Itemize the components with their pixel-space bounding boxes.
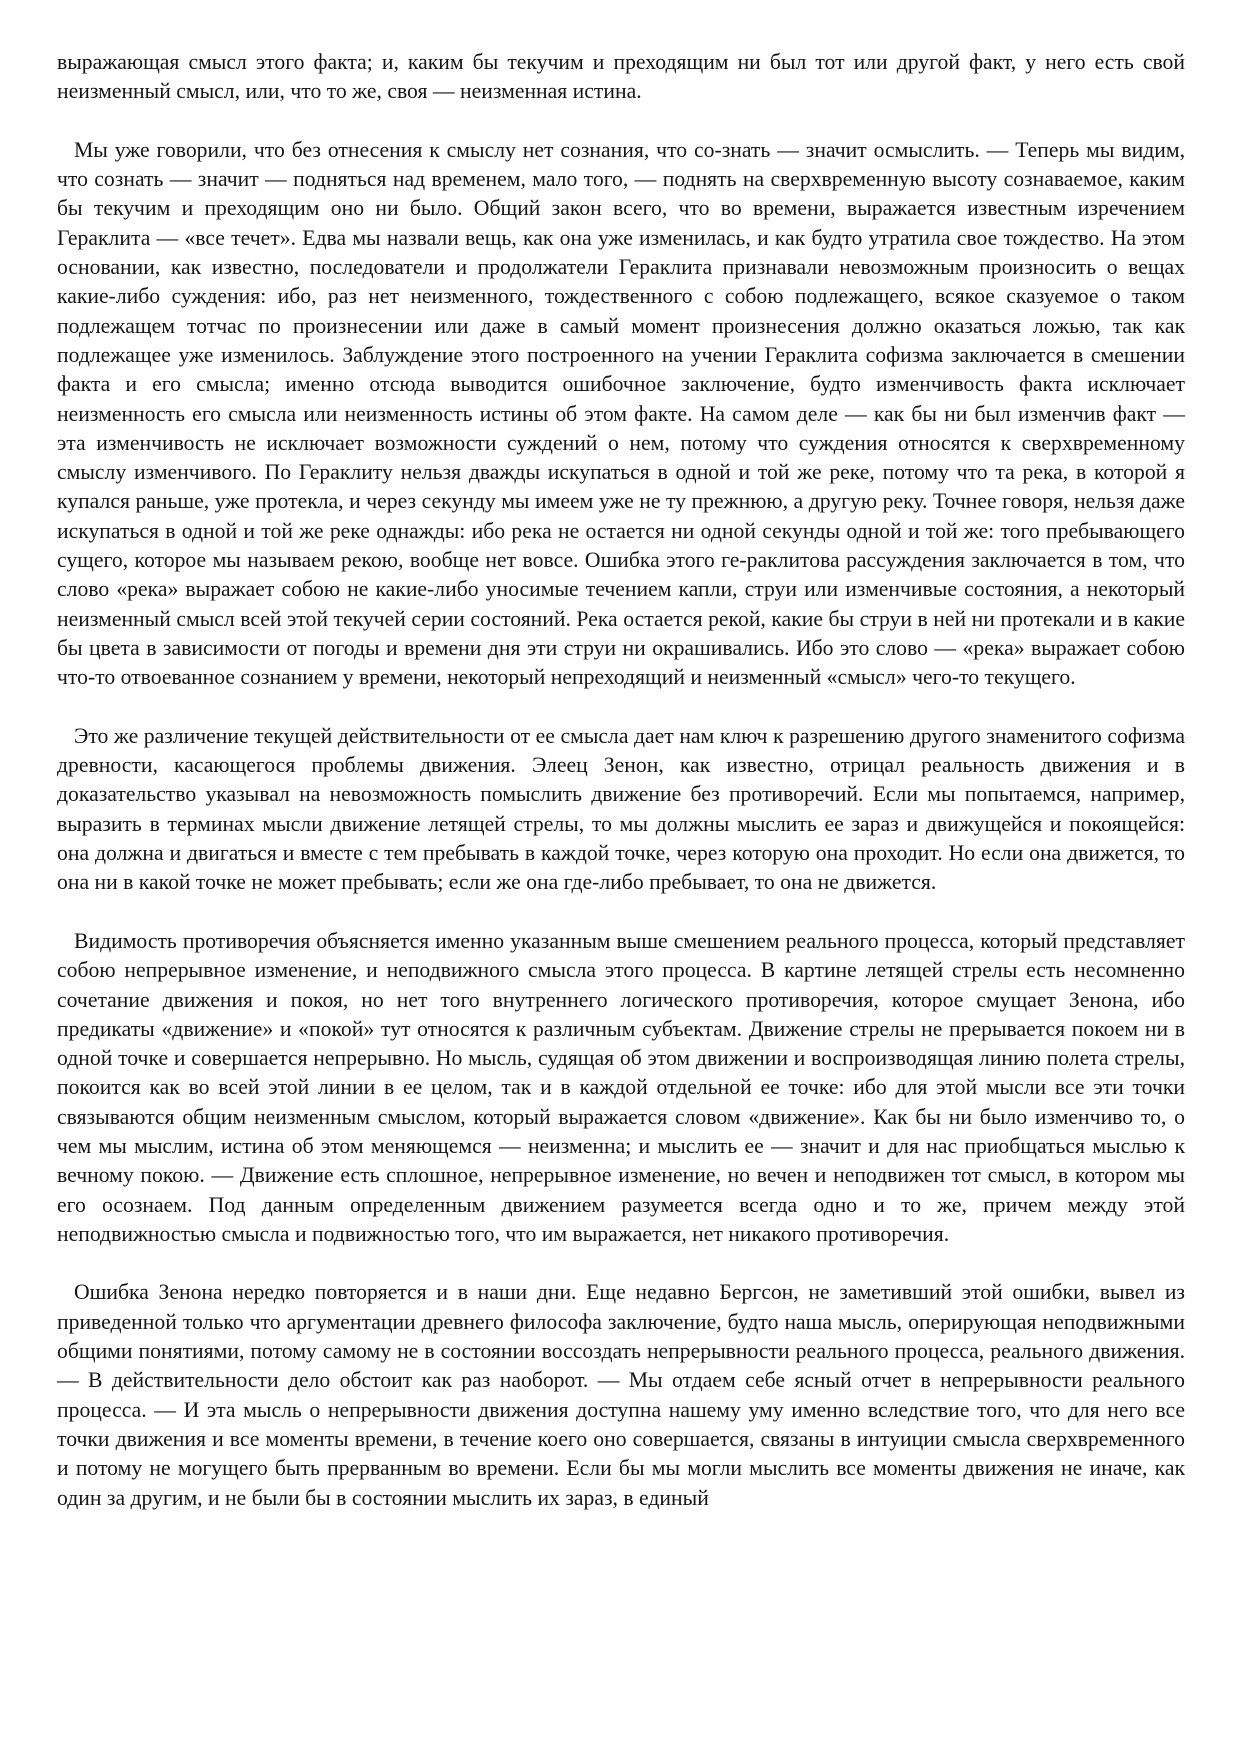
paragraph-heraclitus: Мы уже говорили, что без отнесения к смыслу нет сознания, что со-знать — значит осмыслить. — Теперь мы видим, что сознать — значит — подняться над временем, мало того, — поднять на сверхвременную высоту сознаваемое, каким бы текучим и преходящим оно ни было. Общий закон всего, что во времени, выражается известным изречением Гераклита — «все течет». Едва мы назвали вещь, как она уже изменилась, и как будто утратила свое тождество. На этом основании, как известно, последователи и продолжатели Гераклита признавали невозможным произносить о вещах какие-либо суждения: ибо, раз нет неизменного, тождественного с собою подлежащего, всякое сказуемое о таком подлежащем тотчас по произнесении или даже в самый момент произнесения должно оказаться ложью, так как подлежащее уже изменилось. Заблуждение этого построенного на учении Гераклита софизма заключается в смешении факта и его смысла; именно отсюда выводится ошибочное заключение, будто изменчивость факта исключает неизменность его смысла или неизменность истины об этом факте. На самом деле — как бы ни был изменчив факт — эта изменчивость не исключает возможности суждений о нем, потому что суждения относятся к сверхвременному смыслу изменчивого. По Гераклиту нельзя дважды искупаться в одной и той же реке, потому что та река, в которой я купался раньше, уже протекла, и через секунду мы имеем уже не ту прежнюю, а другую реку. Точнее говоря, нельзя даже искупаться в одной и той же реке однажды: ибо река не остается ни одной секунды одной и той же: того пребывающего сущего, которое мы называем рекою, вообще нет вовсе. Ошибка этого ге-раклитова рассуждения заключается в том, что слово «река» выражает собою не какие-либо уносимые течением капли, струи или изменчивые состояния, а некоторый неизменный смысл всей этой текучей серии состояний. Река остается рекой, какие бы струи в ней ни протекали и в какие бы цвета в зависимости от погоды и времени дня эти струи ни окрашивались. Ибо это слово — «река» выражает собою что-то отвоеванное сознанием у времени, некоторый непреходящий и неизменный «смысл» чего-то текущего.: [57, 137, 1185, 690]
paragraph-continuation: выражающая смысл этого факта; и, каким бы текучим и преходящим ни был тот или другой факт, у него есть свой неизменный смысл, или, что то же, своя — неизменная истина.: [57, 50, 1185, 104]
document-page: [57, 48, 1185, 1513]
paragraph-zeno-paradox: Это же различение текущей действительности от ее смысла дает нам ключ к разрешению другого знаменитого софизма древности, касающегося проблемы движения. Элеец Зенон, как известно, отрицал реальность движения и в доказательство указывал на невозможность помыслить движение без противоречий. Если мы попытаемся, например, выразить в терминах мысли движение летящей стрелы, то мы должны мыслить ее зараз и движущейся и покоящейся: она должна и двигаться и вместе с тем пребывать в каждой точке, через которую она проходит. Но если она движется, то она ни в какой точке не может пребывать; если же она где-либо пребывает, то она не движется.: [57, 723, 1185, 895]
paragraph-contradiction: Видимость противоречия объясняется именно указанным выше смешением реального процесса, который представляет собою непрерывное изменение, и неподвижного смысла этого процесса. В картине летящей стрелы есть несомненно сочетание движения и покоя, но нет того внутреннего логического противоречия, которое смущает Зенона, ибо предикаты «движение» и «покой» тут относятся к различным субъектам. Движение стрелы не прерывается покоем ни в одной точке и совершается непрерывно. Но мысль, судящая об этом движении и воспроизводящая линию полета стрелы, покоится как во всей этой линии в ее целом, так и в каждой отдельной ее точке: ибо для этой мысли все эти точки связываются общим неизменным смыслом, который выражается словом «движение». Как бы ни было изменчиво то, о чем мы мыслим, истина об этом меняющемся — неизменна; и мыслить ее — значит и для нас приобщаться мыслью к вечному покою. — Движение есть сплошное, непрерывное изменение, но вечен и неподвижен тот смысл, в котором мы его осознаем. Под данным определенным движением разумеется всегда одно и то же, причем между этой неподвижностью смысла и подвижностью того, что им выражается, нет никакого противоречия.: [57, 928, 1185, 1246]
paragraph-bergson: Ошибка Зенона нередко повторяется и в наши дни. Еще недавно Бергсон, не заметивший этой ошибки, вывел из приведенной только что аргументации древнего философа заключение, будто наша мысль, оперирующая неподвижными общими понятиями, потому самому не в состоянии воссоздать непрерывности реального процесса, реального движения. — В действительности дело обстоит как раз наоборот. — Мы отдаем себе ясный отчет в непрерывности реального процесса. — И эта мысль о непрерывности движения доступна нашему уму именно вследствие того, что для него все точки движения и все моменты времени, в течение коего оно совершается, связаны в интуиции смысла сверхвременного и потому не могущего быть прерванным во времени. Если бы мы могли мыслить все моменты движения не иначе, как один за другим, и не были бы в состоянии мыслить их зараз, в единый: [57, 1280, 1185, 1510]
